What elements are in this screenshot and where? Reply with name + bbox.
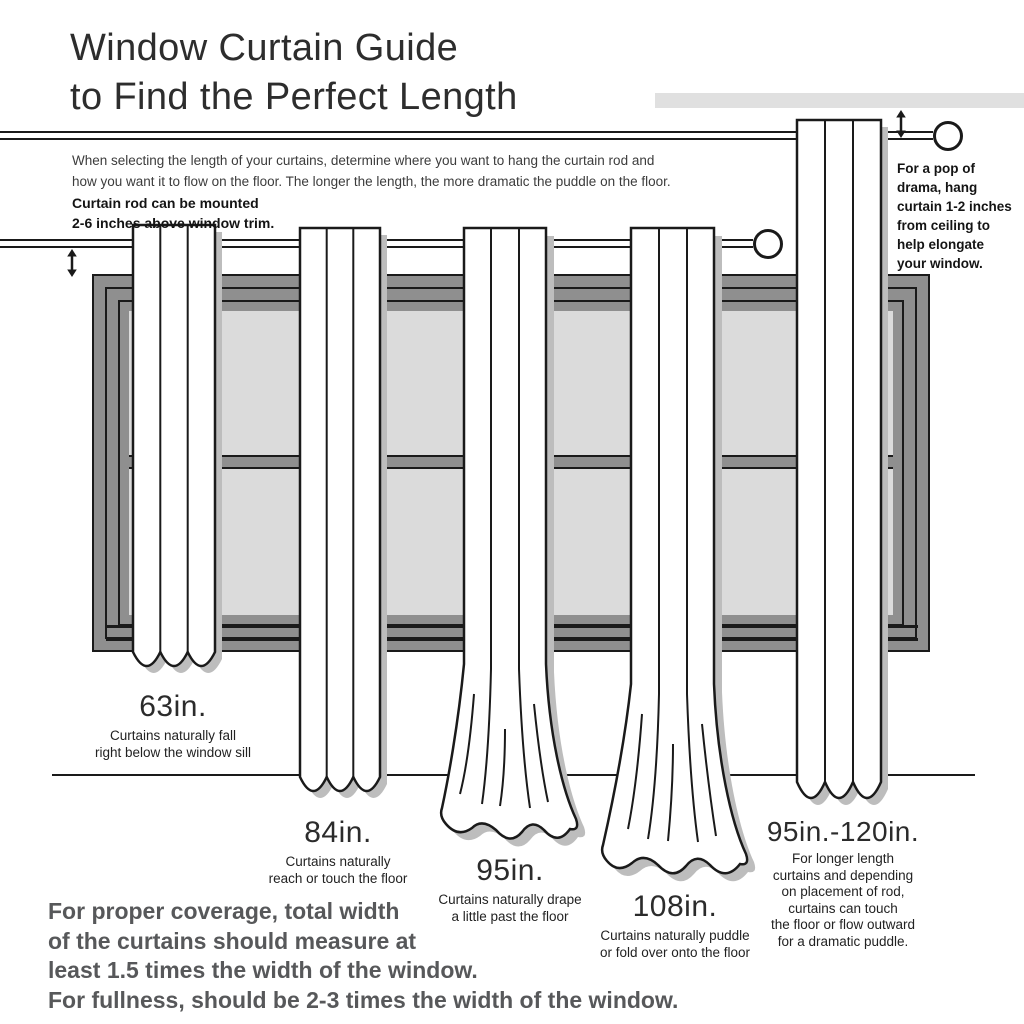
intro-line2: how you want it to flow on the floor. The longer the length, the more dramatic the puddle on the floor. xyxy=(72,174,671,189)
page-title-line1: Window Curtain Guide xyxy=(70,27,459,69)
curtain-84in-illustration xyxy=(296,224,396,824)
rod-mount-note-line2: 2-6 inches above window trim. xyxy=(72,215,275,231)
width-guidance-line: For fullness, should be 2-3 times the width of the window. xyxy=(48,986,679,1013)
label-108in-length: 108in. xyxy=(632,890,718,923)
double-arrow-icon xyxy=(893,110,909,138)
label-95in-length: 95in. xyxy=(476,854,544,887)
label-63in-desc: Curtains naturally fall right below the window sill xyxy=(94,728,252,760)
label-95-120in-desc: For longer length curtains and depending on placement of rod, curtains can touch the floor or flow outward for a dramatic puddle. xyxy=(770,851,916,949)
intro-line1: When selecting the length of your curtains, determine where you want to hang the curtain rod and xyxy=(72,153,655,168)
curtain-108in-illustration xyxy=(598,224,762,896)
label-95in-desc: Curtains naturally drape a little past the floor xyxy=(438,892,582,924)
label-84in-desc: Curtains naturally reach or touch the floor xyxy=(268,854,408,886)
ceiling-note-line: For a pop of xyxy=(897,161,975,176)
width-guidance-line: For proper coverage, total width xyxy=(48,898,400,924)
label-95-120in xyxy=(753,816,933,950)
ceiling-bar xyxy=(655,93,1024,108)
label-108in-desc: Curtains naturally puddle or fold over onto the floor xyxy=(599,928,751,960)
ceiling-note-line: from ceiling to xyxy=(897,218,991,233)
ceiling-note xyxy=(897,159,1012,273)
ceiling-note-line: help elongate xyxy=(897,237,985,252)
page-title-line2: to Find the Perfect Length xyxy=(70,76,518,118)
label-84in-length: 84in. xyxy=(304,816,372,849)
rod-mount-note xyxy=(72,193,274,233)
intro-text xyxy=(72,150,671,192)
label-63in-length: 63in. xyxy=(139,690,207,723)
label-84in xyxy=(238,816,438,887)
width-guidance-line: least 1.5 times the width of the window. xyxy=(48,957,478,983)
width-guidance-text xyxy=(48,897,678,1015)
ceiling-note-line: drama, hang xyxy=(897,180,978,195)
width-guidance-line: of the curtains should measure at xyxy=(48,927,417,954)
rod-mount-note-line1: Curtain rod can be mounted xyxy=(72,195,259,211)
page-title xyxy=(70,24,518,122)
curtain-95in-illustration xyxy=(436,224,592,860)
ceiling-note-line: your window. xyxy=(897,256,983,271)
curtain-63in-illustration xyxy=(129,221,229,691)
label-63in xyxy=(63,690,283,761)
upper-rod-finial xyxy=(933,121,963,151)
ceiling-note-line: curtain 1-2 inches xyxy=(897,199,1012,214)
double-arrow-icon xyxy=(64,249,80,277)
label-95-120in-length: 95in.-120in. xyxy=(766,816,920,847)
curtain-95-120in-illustration xyxy=(793,116,895,828)
